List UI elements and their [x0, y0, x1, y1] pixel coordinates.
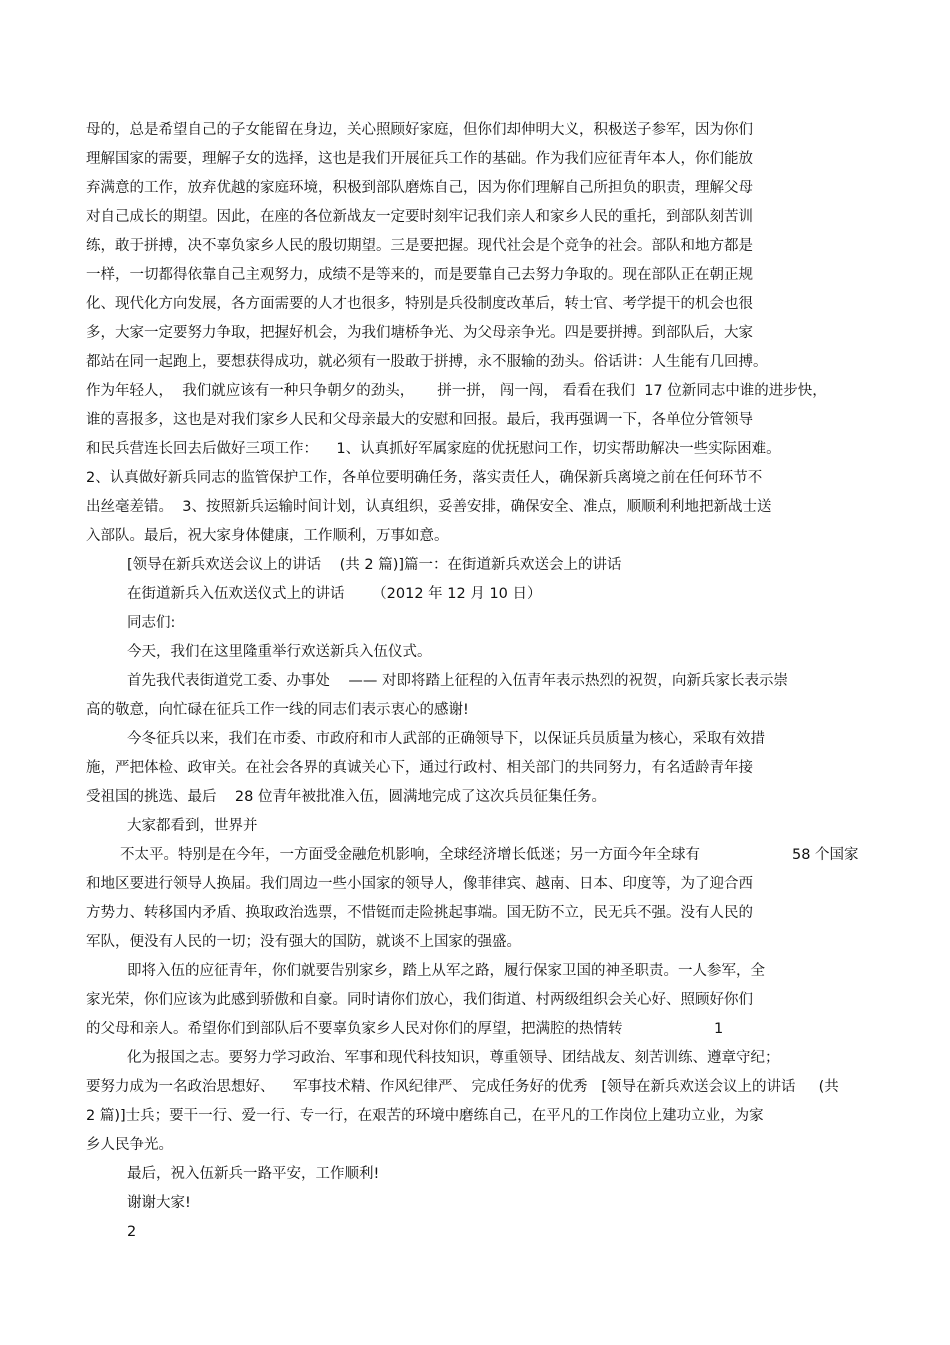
paragraph-line: 家光荣，你们应该为此感到骄傲和自豪。同时请你们放心，我们街道、村两级组织会关心好、照顾好你们 — [86, 992, 753, 1008]
paragraph-line: 和民兵营连长回去后做好三项工作： 1、认真抓好军属家庭的优抚慰问工作，切实帮助解决一些实际困难。 — [86, 441, 781, 457]
paragraph-line: 高的敬意，向忙碌在征兵工作一线的同志们表示衷心的感谢! — [86, 702, 469, 718]
paragraph-line: 2 篇)]士兵；要干一行、爱一行、专一行，在艰苦的环境中磨练自己，在平凡的工作岗位上建功立业，为家 — [86, 1108, 764, 1124]
paragraph-line: 施，严把体检、政审关。在社会各界的真诚关心下，通过行政村、相关部门的共同努力，有名适龄青年接 — [86, 760, 753, 776]
paragraph-line: 不太平。特别是在今年，一方面受金融危机影响，全球经济增长低迷；另一方面今年全球有 — [120, 847, 700, 863]
paragraph-line: 即将入伍的应征青年，你们就要告别家乡，踏上从军之路，履行保家卫国的神圣职责。一人参军，全 — [127, 963, 765, 979]
page-number: 2 — [127, 1224, 137, 1240]
paragraph-line: 弃满意的工作，放弃优越的家庭环境，积极到部队磨炼自己，因为你们理解自己所担负的职责，理解父母 — [86, 180, 753, 196]
paragraph-line: 58 个国家 — [792, 847, 859, 863]
paragraph-line: 乡人民争光。 — [86, 1137, 173, 1153]
paragraph-line: 大家都看到，世界并 — [127, 818, 258, 834]
paragraph-line: 多，大家一定要努力争取，把握好机会，为我们塘桥争光、为父母亲争光。四是要拼搏。到部队后，大家 — [86, 325, 753, 341]
paragraph-line: 2、认真做好新兵同志的监管保护工作，各单位要明确任务，落实责任人，确保新兵离境之前在任何环节不 — [86, 470, 763, 486]
paragraph-line: 和地区要进行领导人换届。我们周边一些小国家的领导人，像菲律宾、越南、日本、印度等，为了迎合西 — [86, 876, 753, 892]
paragraph-line: 的父母和亲人。希望你们到部队后不要辜负家乡人民对你们的厚望，把满腔的热情转 — [86, 1021, 623, 1037]
paragraph-line: 入部队。最后，祝大家身体健康，工作顺利，万事如意。 — [86, 528, 449, 544]
paragraph-line: 都站在同一起跑上，要想获得成功，就必须有一股敢于拼搏，永不服输的劲头。俗话讲：人生能有几回搏。 — [86, 354, 768, 370]
speech-title: 在街道新兵入伍欢送仪式上的讲话 （2012 年 12 月 10 日） — [127, 586, 542, 602]
paragraph-line: 今天，我们在这里隆重举行欢送新兵入伍仪式。 — [127, 644, 432, 660]
closing-line: 最后，祝入伍新兵一路平安，工作顺利! — [127, 1166, 380, 1182]
paragraph-line: 化为报国之志。要努力学习政治、军事和现代科技知识，尊重领导、团结战友、刻苦训练、遵章守纪； — [127, 1050, 780, 1066]
paragraph-line: 练，敢于拼搏，决不辜负家乡人民的殷切期望。三是要把握。现代社会是个竞争的社会。部队和地方都是 — [86, 238, 753, 254]
paragraph-line: 作为年轻人， 我们就应该有一种只争朝夕的劲头， 拼一拼， 闯一闯， 看看在我们 17 位新同志中谁的进步快， — [86, 383, 827, 399]
paragraph-line: 今冬征兵以来，我们在市委、市政府和市人武部的正确领导下，以保证兵员质量为核心，采取有效措 — [127, 731, 765, 747]
paragraph-line: 要努力成为一名政治思想好、 军事技术精、作风纪律严、 完成任务好的优秀 [领导在新兵欢送会议上的讲话 (共 — [86, 1079, 839, 1095]
paragraph-line: 母的，总是希望自己的子女能留在身边，关心照顾好家庭，但你们却伸明大义，积极送子参军，因为你们 — [86, 122, 753, 138]
paragraph-line: 军队，便没有人民的一切；没有强大的国防，就谈不上国家的强盛。 — [86, 934, 521, 950]
paragraph-line: 出丝毫差错。 3、按照新兵运输时间计划，认真组织，妥善安排，确保安全、准点，顺顺利利地把新战士送 — [86, 499, 772, 515]
paragraph-line: 对自己成长的期望。因此，在座的各位新战友一定要时刻牢记我们亲人和家乡人民的重托，到部队刻苦训 — [86, 209, 753, 225]
salutation: 同志们: — [127, 615, 176, 631]
paragraph-line: 谁的喜报多，这也是对我们家乡人民和父母亲最大的安慰和回报。最后，我再强调一下，各单位分管领导 — [86, 412, 753, 428]
paragraph-line: 首先我代表街道党工委、办事处 —— 对即将踏上征程的入伍青年表示热烈的祝贺，向新兵家长表示崇 — [127, 673, 789, 689]
paragraph-line: 理解国家的需要，理解子女的选择，这也是我们开展征兵工作的基础。作为我们应征青年本人，你们能放 — [86, 151, 753, 167]
paragraph-line: 受祖国的挑选、最后 28 位青年被批准入伍，圆满地完成了这次兵员征集任务。 — [86, 789, 606, 805]
paragraph-line: 一样，一切都得依靠自己主观努力，成绩不是等来的，而是要靠自己去努力争取的。现在部队正在朝正规 — [86, 267, 753, 283]
paragraph-line: 化、现代化方向发展，各方面需要的人才也很多，特别是兵役制度改革后，转士官、考学提干的机会也很 — [86, 296, 753, 312]
page-number: 1 — [714, 1021, 724, 1037]
closing-thanks: 谢谢大家! — [127, 1195, 191, 1211]
section-title: [领导在新兵欢送会议上的讲话 (共 2 篇)]篇一：在街道新兵欢送会上的讲话 — [127, 557, 622, 573]
paragraph-line: 方势力、转移国内矛盾、换取政治选票，不惜铤而走险挑起事端。国无防不立，民无兵不强。没有人民的 — [86, 905, 753, 921]
